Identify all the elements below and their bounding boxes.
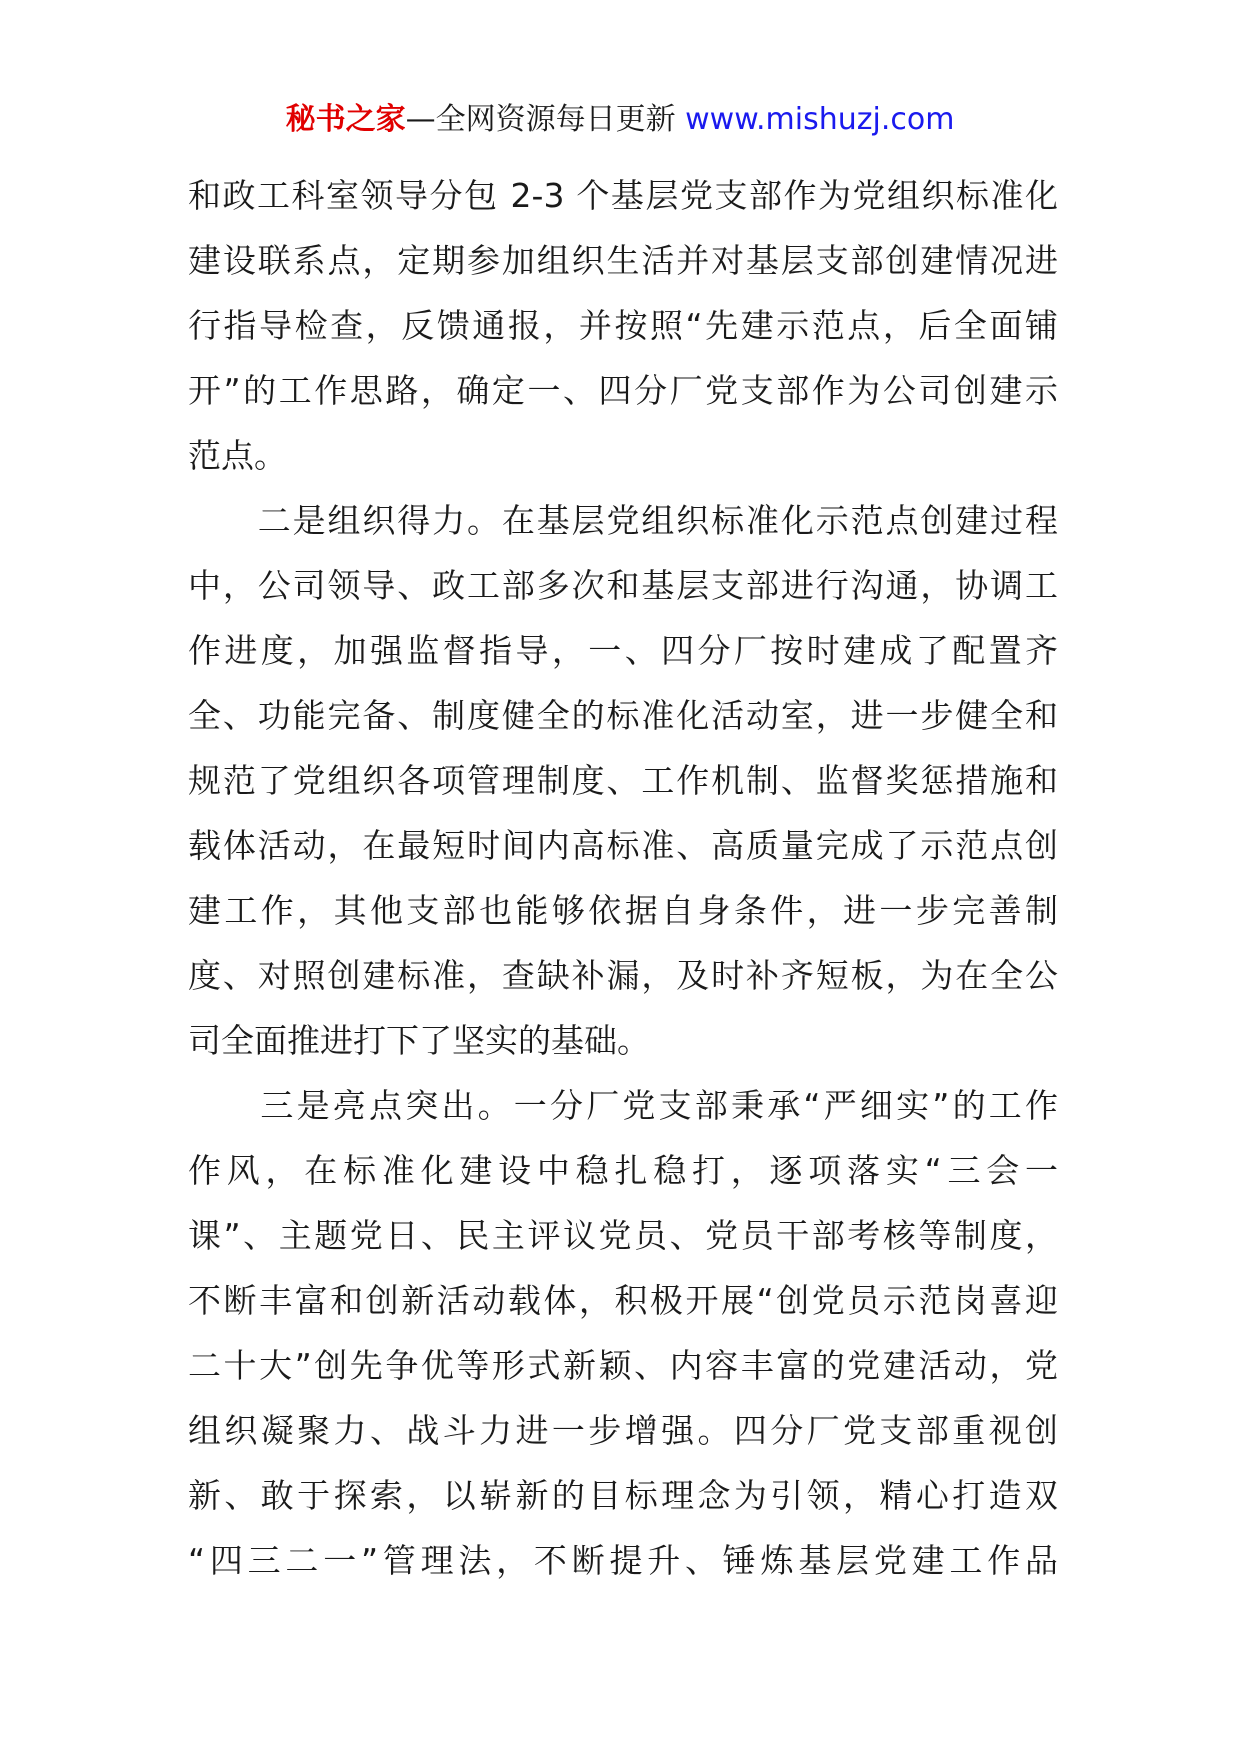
header-tagline: —全网资源每日更新 [405,102,676,137]
text-line: 规范了党组织各项管理制度、工作机制、监督奖惩措施和 [188,761,1058,800]
text-line: 全、功能完备、制度健全的标准化活动室，进一步健全和 [188,696,1058,735]
text-line: 和政工科室领导分包 2-3 个基层党支部作为党组织标准化 [188,176,1058,215]
text-line: “四三二一”管理法，不断提升、锤炼基层党建工作品 [188,1541,1058,1580]
text-line: 度、对照创建标准，查缺补漏，及时补齐短板，为在全公 [188,956,1058,995]
text-line: 三是亮点突出。一分厂党支部秉承“严细实”的工作 [188,1086,1058,1125]
text-line: 建设联系点，定期参加组织生活并对基层支部创建情况进 [188,241,1058,280]
text-line: 开”的工作思路，确定一、四分厂党支部作为公司创建示 [188,371,1058,410]
text-line: 行指导检查，反馈通报，并按照“先建示范点，后全面铺 [188,306,1058,345]
text-line: 载体活动，在最短时间内高标准、高质量完成了示范点创 [188,826,1058,865]
text-line: 作进度，加强监督指导，一、四分厂按时建成了配置齐 [188,631,1058,670]
text-line: 范点。 [188,436,287,475]
text-line: 组织凝聚力、战斗力进一步增强。四分厂党支部重视创 [188,1411,1058,1450]
text-line: 作风，在标准化建设中稳扎稳打，逐项落实“三会一 [188,1151,1058,1190]
text-line: 新、敢于探索，以崭新的目标理念为引领，精心打造双 [188,1476,1058,1515]
text-line: 司全面推进打下了坚实的基础。 [188,1021,650,1060]
text-line: 建工作，其他支部也能够依据自身条件，进一步完善制 [188,891,1058,930]
text-line: 二十大”创先争优等形式新颖、内容丰富的党建活动，党 [188,1346,1058,1385]
website-link[interactable]: www.mishuzj.com [685,102,955,137]
text-line: 中，公司领导、政工部多次和基层支部进行沟通，协调工 [188,566,1058,605]
text-line: 二是组织得力。在基层党组织标准化示范点创建过程 [188,501,1058,540]
document-body [188,163,1058,1593]
page-header [0,100,1240,140]
text-line: 不断丰富和创新活动载体，积极开展“创党员示范岗喜迎 [188,1281,1058,1320]
text-line: 课”、主题党日、民主评议党员、党员干部考核等制度， [188,1216,1058,1255]
brand-name: 秘书之家 [285,102,406,137]
